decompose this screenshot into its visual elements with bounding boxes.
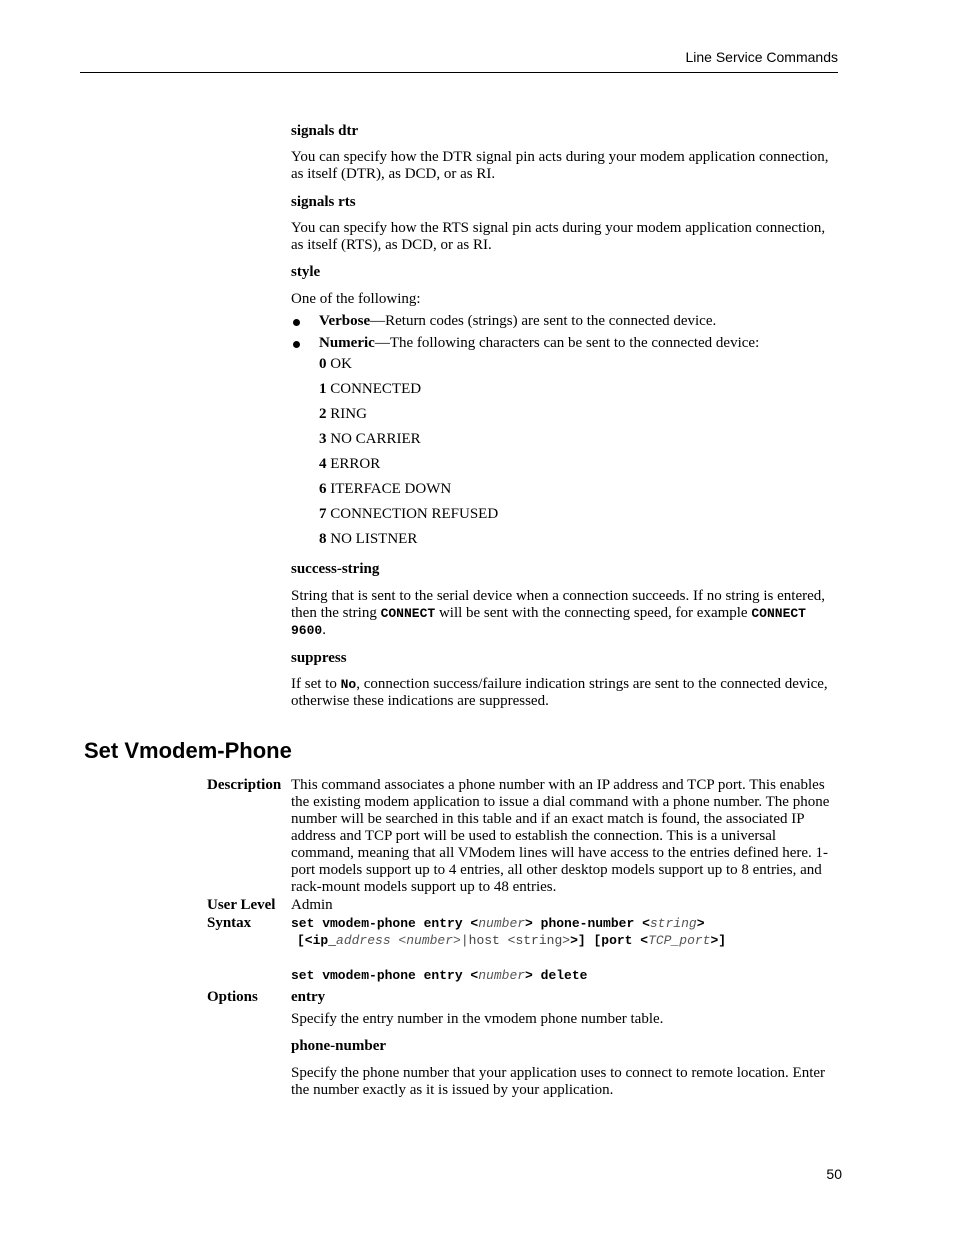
syntax-label: Syntax	[207, 915, 252, 931]
desc-success-string: String that is sent to the serial device when a connection succeeds. If no string is entered, then the string CONNECT will be sent with the connecting speed, for example CONNECT 9600.	[291, 588, 826, 638]
header-rule	[80, 72, 838, 73]
code-item: 3 NO CARRIER	[319, 431, 421, 447]
running-header: Line Service Commands	[685, 49, 838, 65]
desc-suppress: If set to No, connection success/failure indication strings are sent to the connected device, otherwise these indications are suppressed.	[291, 676, 828, 709]
code-item: 2 RING	[319, 406, 367, 422]
code-item: 4 ERROR	[319, 456, 381, 472]
bullet-icon	[293, 341, 300, 348]
syntax-line-3: set vmodem-phone entry <number> delete	[291, 968, 588, 983]
verbose-text: —Return codes (strings) are sent to the connected device.	[370, 313, 717, 329]
term-suppress: suppress	[291, 650, 347, 666]
code-item: 8 NO LISTNER	[319, 531, 418, 547]
description-text: This command associates a phone number with an IP address and TCP port. This enables the existing modem application to issue a dial command with a phone number. The phone number will be searched in this table and if an exact match is found, the associated IP address and TCP port will be used to establish the connection. This is a universal command, meaning that all VModem lines will have access to the entries defined here. 1-port models support up to 4 entries, all other desktop models support up to 8 entries, and rack-mount models support up to 48 entries.	[291, 777, 830, 895]
bullet-icon	[293, 319, 300, 326]
term-entry: entry	[291, 989, 326, 1005]
code-item: 0 OK	[319, 356, 352, 372]
syntax-line-2: [<ip_address <number>|host <string>>] [port <TCP_port>]	[297, 933, 727, 948]
desc-phone-number: Specify the phone number that your application uses to connect to remote location. Enter the number exactly as it is issued by your application.	[291, 1065, 826, 1098]
numeric-term: Numeric	[319, 335, 375, 351]
term-signals-dtr: signals dtr	[291, 123, 359, 139]
code-item: 1 CONNECTED	[319, 381, 422, 397]
term-success-string: success-string	[291, 561, 380, 577]
term-phone-number: phone-number	[291, 1038, 387, 1054]
syntax-line-1: set vmodem-phone entry <number> phone-number <string>	[291, 916, 705, 931]
term-style: style	[291, 264, 321, 280]
verbose-term: Verbose	[319, 313, 371, 329]
numeric-text: —The following characters can be sent to the connected device:	[374, 335, 760, 351]
options-label: Options	[207, 989, 258, 1005]
description-label: Description	[207, 777, 282, 793]
user-level-label: User Level	[207, 897, 276, 913]
page-number: 50	[826, 1166, 842, 1182]
section-title: Set Vmodem-Phone	[84, 738, 292, 763]
desc-entry: Specify the entry number in the vmodem phone number table.	[291, 1011, 664, 1027]
style-intro: One of the following:	[291, 291, 421, 307]
code-item: 6 ITERFACE DOWN	[319, 481, 452, 497]
user-level-value: Admin	[291, 897, 333, 913]
term-signals-rts: signals rts	[291, 194, 356, 210]
code-item: 7 CONNECTION REFUSED	[319, 506, 499, 522]
desc-signals-dtr: You can specify how the DTR signal pin acts during your modem application connection, as itself (DTR), as DCD, or as RI.	[291, 149, 829, 182]
desc-signals-rts: You can specify how the RTS signal pin acts during your modem application connection, as itself (RTS), as DCD, or as RI.	[291, 220, 826, 253]
